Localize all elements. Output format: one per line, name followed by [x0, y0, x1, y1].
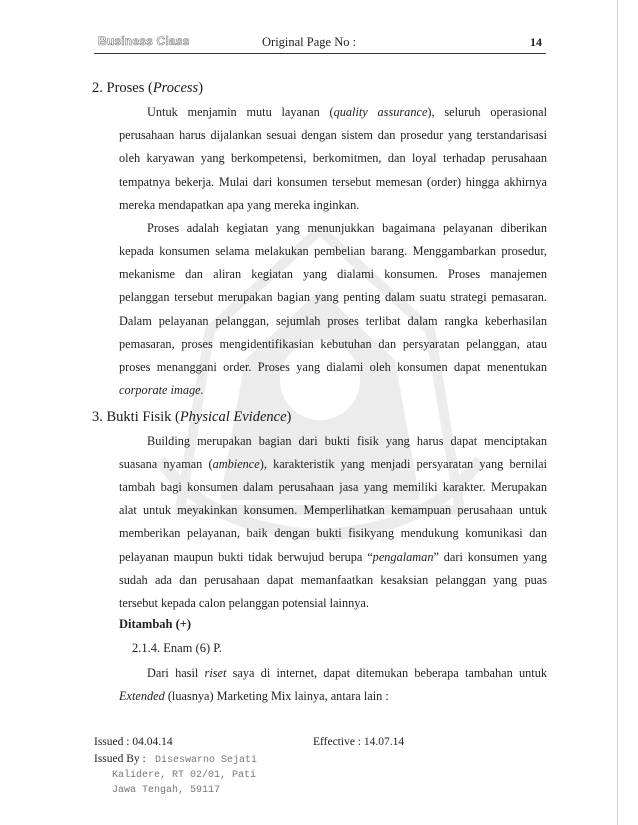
paragraph-line: tambah bagi konsumen dalam perusahaan jasa yang memiliki karakter. Merupakan — [119, 480, 547, 495]
paragraph-line: Extended (luasnya) Marketing Mix lainya, antara lain : — [119, 688, 389, 703]
emphasis-term: riset — [204, 665, 227, 680]
header-page-label: Original Page No : — [262, 35, 357, 49]
paragraph-line: oleh karyawan yang berkompetensi, berkomitmen, dan loyal terhadap perusahaan — [119, 151, 547, 166]
paragraph-line: memberikan pelayanan, baik dengan bukti fisikyang mendukung komunikasi dan — [119, 526, 547, 541]
paragraph-line: perusahaan harus dijalankan sesuai dengan sistem dan prosedur yang terstandarisasi — [119, 128, 547, 143]
footer-issued-by-name: Diseswarno Sejati — [155, 755, 258, 766]
paragraph-line: Untuk menjamin mutu layanan (quality assurance), seluruh operasional — [147, 104, 547, 119]
paragraph-line: Proses adalah kegiatan yang menunjukkan bagaimana pelayanan diberikan — [147, 221, 547, 236]
section-heading-process: 2. Proses (Process) — [92, 80, 204, 96]
paragraph-line: Building merupakan bagian dari bukti fisik yang harus dapat menciptakan — [147, 434, 547, 449]
header-page-number: 14 — [530, 35, 542, 49]
paragraph-line: Dalam pelayanan pelanggan, sejumlah proses terlibat dalam rangka keberhasilan — [119, 313, 547, 328]
footer-address-line1: Kalidere, RT 02/01, Pati — [112, 770, 257, 781]
paragraph-line: mereka mendapatkan apa yang mereka inginkan. — [119, 198, 360, 213]
emphasis-term: pengalaman — [372, 549, 434, 564]
paragraph-line: tempatnya bekerja. Mulai dari konsumen tersebut memesan (order) hingga akhirnya — [119, 175, 547, 190]
section-heading-physical-evidence: 3. Bukti Fisik (Physical Evidence) — [92, 409, 292, 426]
paragraph-line: pelayanan maupun bukti tidak berwujud berupa “pengalaman” dari konsumen yang — [119, 549, 547, 564]
paragraph-line: pelanggan tersebut merupakan bagian yang penting dalam suatu strategi pemasaran. — [119, 290, 547, 305]
header-rule — [94, 53, 546, 54]
paragraph-line: pemasaran, proses mengidentifikasian kebutuhan dan persyaratan pelanggan, atau — [119, 336, 547, 351]
footer-effective: Effective : 14.07.14 — [313, 736, 405, 748]
paragraph-line: tersebut kepada calon pelanggan potensial lainnya. — [119, 595, 369, 610]
emphasis-term: Extended — [119, 688, 165, 703]
paragraph-line: Dari hasil riset saya di internet, dapat ditemukan beberapa tambahan untuk — [147, 665, 547, 680]
paragraph-line: alat untuk meyakinkan konsumen. Memperlihatkan kemampuan perusahaan untuk — [119, 503, 547, 518]
emphasis-term: quality assurance — [333, 104, 428, 119]
paragraph-line: mekanisme dan aliran kegiatan yang dialami konsumen. Proses manajemen — [119, 267, 547, 282]
header-brand: Business Class — [98, 34, 190, 48]
paragraph-line: corporate image. — [119, 382, 204, 397]
paragraph-line: kepada konsumen selama melakukan pembelian barang. Menggambarkan prosedur, — [119, 244, 547, 259]
page-edge-line — [617, 0, 618, 825]
footer-issued-by-label: Issued By : — [94, 753, 146, 765]
paragraph-line: suasana nyaman (ambience), karakteristik yang menjadi persyaratan yang bernilai — [119, 457, 547, 472]
emphasis-term: Process — [152, 80, 199, 96]
footer-issued: Issued : 04.04.14 — [94, 736, 173, 748]
footer-address-line2: Jawa Tengah, 59117 — [112, 785, 221, 796]
paragraph-line: sudah ada dan perusahaan dapat memanfaatkan kesaksian pelanggan yang puas — [119, 572, 547, 587]
emphasis-term: ambience — [212, 457, 260, 472]
paragraph-line: proses menangganі order. Proses yang dialami oleh konsumen dapat menentukan — [119, 359, 547, 374]
subsection-heading: 2.1.4. Enam (6) P. — [132, 640, 222, 655]
ditambah-label: Ditambah (+) — [119, 616, 192, 631]
emphasis-term: Physical Evidence — [179, 409, 287, 426]
